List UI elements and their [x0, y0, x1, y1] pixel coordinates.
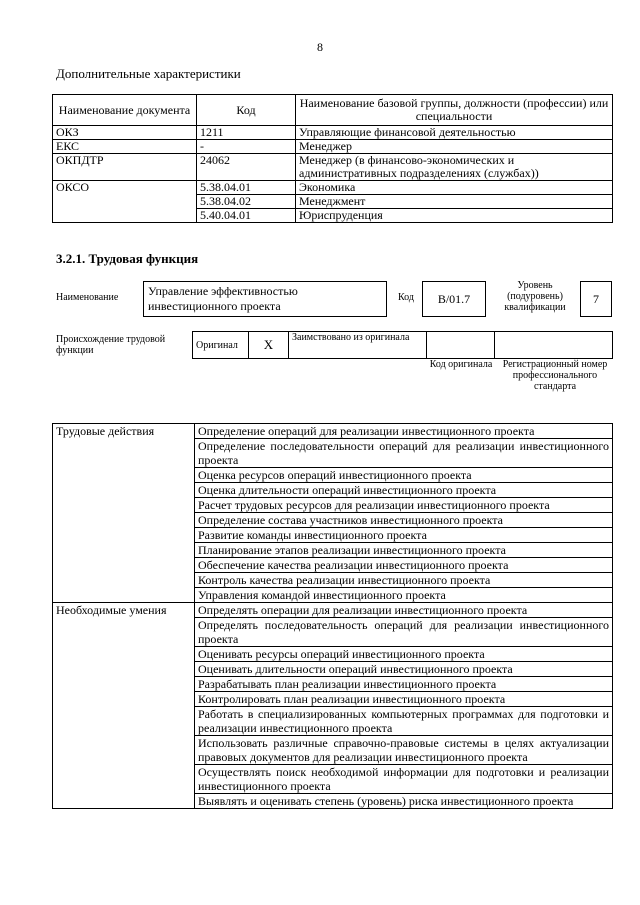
labor-function-title: 3.2.1. Трудовая функция	[56, 251, 199, 266]
list-item: Определение последовательности операций для реализации инвестиционного проекта	[195, 439, 613, 468]
original-label: Оригинал	[193, 332, 249, 359]
code-cell: -	[197, 140, 296, 154]
qualification-level-box: 7	[580, 281, 612, 317]
list-item: Контроль качества реализации инвестиционного проекта	[195, 573, 613, 588]
origin-label: Происхождение трудовой функции	[56, 334, 166, 356]
list-item: Расчет трудовых ресурсов для реализации инвестиционного проекта	[195, 498, 613, 513]
header-group-name: Наименование базовой группы, должности (профессии) или специальности	[296, 95, 613, 126]
list-item: Развитие команды инвестиционного проекта	[195, 528, 613, 543]
function-code-box: B/01.7	[422, 281, 486, 317]
original-code-cell	[427, 332, 495, 359]
code-cell: 1211	[197, 126, 296, 140]
registration-number-cell	[495, 332, 613, 359]
table-row	[53, 140, 613, 154]
required-skills-label: Необходимые умения	[53, 603, 195, 809]
table-row	[53, 126, 613, 140]
function-name-box: Управление эффективностью инвестиционного проекта	[143, 281, 387, 317]
name-cell: Менеджмент	[296, 195, 613, 209]
header-document: Наименование документа	[53, 95, 197, 126]
registration-number-label: Регистрационный номер профессионального стандарта	[502, 359, 608, 392]
list-item: Разрабатывать план реализации инвестиционного проекта	[195, 677, 613, 692]
code-cell: 24062	[197, 154, 296, 181]
table-row	[53, 181, 613, 195]
table-row	[53, 424, 613, 439]
code-cell: 5.40.04.01	[197, 209, 296, 223]
code-cell: 5.38.04.02	[197, 195, 296, 209]
list-item: Оценка ресурсов операций инвестиционного проекта	[195, 468, 613, 483]
original-mark: X	[249, 332, 289, 359]
name-cell: Менеджер	[296, 140, 613, 154]
additional-characteristics-title: Дополнительные характеристики	[56, 66, 241, 81]
list-item: Использовать различные справочно-правовые системы в целях актуализации правовых документов для реализации инвестиционного проекта	[195, 736, 613, 765]
list-item: Определять последовательность операций для реализации инвестиционного проекта	[195, 618, 613, 647]
header-code: Код	[197, 95, 296, 126]
code-label: Код	[398, 292, 414, 303]
table-header-row	[53, 95, 613, 126]
list-item: Контролировать план реализации инвестиционного проекта	[195, 692, 613, 707]
doc-cell: ОКЗ	[53, 126, 197, 140]
list-item: Оценивать длительности операций инвестиционного проекта	[195, 662, 613, 677]
doc-cell: ОКСО	[53, 181, 197, 223]
name-cell: Экономика	[296, 181, 613, 195]
name-label: Наименование	[56, 292, 119, 303]
list-item: Оценивать ресурсы операций инвестиционного проекта	[195, 647, 613, 662]
name-cell: Менеджер (в финансово-экономических и административных подразделениях (службах))	[296, 154, 613, 181]
code-original-label: Код оригинала	[429, 359, 493, 370]
list-item: Осуществлять поиск необходимой информации для подготовки и реализации инвестиционного проекта	[195, 765, 613, 794]
function-details-table	[52, 423, 613, 809]
list-item: Работать в специализированных компьютерных программах для подготовки и реализации инвестиционного проекта	[195, 707, 613, 736]
list-item: Определение состава участников инвестиционного проекта	[195, 513, 613, 528]
labor-actions-label: Трудовые действия	[53, 424, 195, 603]
list-item: Выявлять и оценивать степень (уровень) риска инвестиционного проекта	[195, 794, 613, 809]
list-item: Определение операций для реализации инвестиционного проекта	[195, 424, 613, 439]
list-item: Оценка длительности операций инвестиционного проекта	[195, 483, 613, 498]
list-item: Управления командой инвестиционного проекта	[195, 588, 613, 603]
doc-cell: ОКПДТР	[53, 154, 197, 181]
table-row	[53, 154, 613, 181]
list-item: Планирование этапов реализации инвестиционного проекта	[195, 543, 613, 558]
origin-table	[192, 331, 613, 359]
qualification-level-label: Уровень (подуровень) квалификации	[504, 280, 566, 313]
code-cell: 5.38.04.01	[197, 181, 296, 195]
borrowed-label: Заимствовано из оригинала	[289, 332, 427, 359]
list-item: Обеспечение качества реализации инвестиционного проекта	[195, 558, 613, 573]
name-cell: Управляющие финансовой деятельностью	[296, 126, 613, 140]
table-row	[53, 603, 613, 618]
page-number: 8	[317, 40, 323, 54]
name-cell: Юриспруденция	[296, 209, 613, 223]
additional-characteristics-table	[52, 94, 613, 223]
doc-cell: ЕКС	[53, 140, 197, 154]
list-item: Определять операции для реализации инвестиционного проекта	[195, 603, 613, 618]
